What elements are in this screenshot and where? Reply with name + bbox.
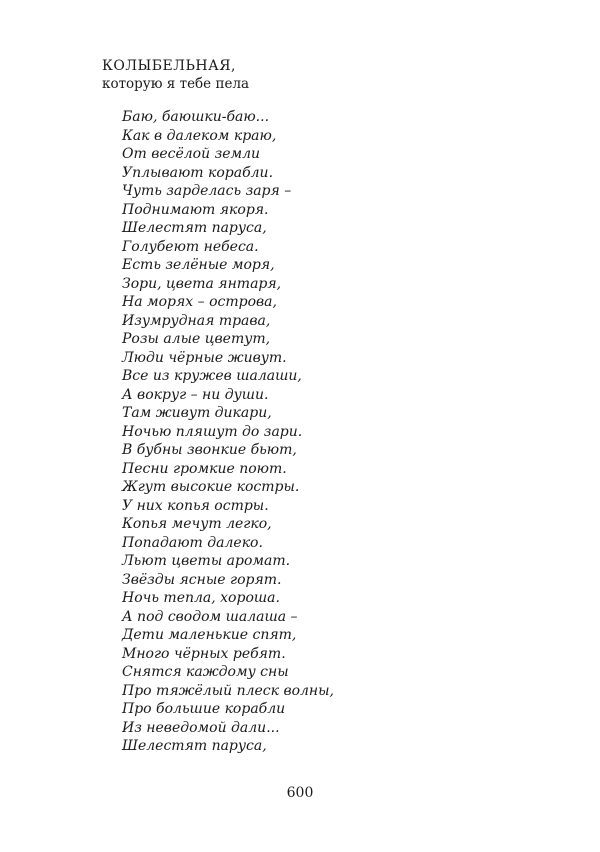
poem-line: Ночь тепла, хороша. [122,590,280,606]
poem-title-main: КОЛЫБЕЛЬНАЯ, [102,58,236,74]
poem-line: Про большие корабли [122,701,286,717]
poem-line: Про тяжёлый плеск волны, [122,682,335,699]
poem-line: Все из кружев шалаши, [122,368,302,384]
poem-line: Розы алые цветут, [122,331,271,347]
poem-line: Ночью пляшут до зари. [122,423,303,440]
poem-line: Как в далеком краю, [122,127,277,144]
poem-line: Шелестят паруса, [122,738,267,754]
poem-line: Голубеют небеса. [122,238,259,255]
poem-line: Поднимают якоря. [122,201,269,218]
poem-line: Дети маленькие спят, [122,627,297,643]
poem-line: Люди чёрные живут. [122,349,287,366]
poem-title-subtitle: которую я тебе пела [102,76,250,92]
poem-line: Копья мечут легко, [122,516,272,532]
poem-line: Изумрудная трава, [122,312,271,329]
poem-line: В бубны звонкие бьют, [122,442,297,458]
poem-line: Жгут высокие костры. [122,479,300,495]
poem-line: Звёзды ясные горят. [122,571,282,588]
poem-line: Льют цветы аромат. [122,553,291,569]
poem-line: Чуть зарделась заря – [122,183,292,199]
poem-line: Много чёрных ребят. [122,645,286,662]
poem-line: Снятся каждому сны [122,664,289,680]
poem-line: Попадают далеко. [122,534,263,551]
poem-line: Из неведомой дали... [122,719,280,736]
poem-line: Песни громкие поют. [122,460,287,477]
poem-line: А под сводом шалаша – [122,608,298,625]
poem-line: А вокруг – ни души. [122,386,269,403]
poem-body [122,108,542,756]
poem-line: Есть зелёные моря, [122,257,275,273]
poem-line: Баю, баюшки-баю... [122,109,270,125]
poem-line: Зори, цвета янтаря, [122,275,282,292]
poem-line: Уплывают корабли. [122,164,274,181]
page-number: 600 [286,785,314,801]
poem-line: Шелестят паруса, [122,220,267,236]
poem-line: От весёлой земли [122,146,261,162]
poem-line: На морях – острова, [122,294,277,310]
poem-line: Там живут дикари, [122,405,272,421]
poem-title [102,57,249,93]
poem-line: У них копья остры. [122,497,269,514]
